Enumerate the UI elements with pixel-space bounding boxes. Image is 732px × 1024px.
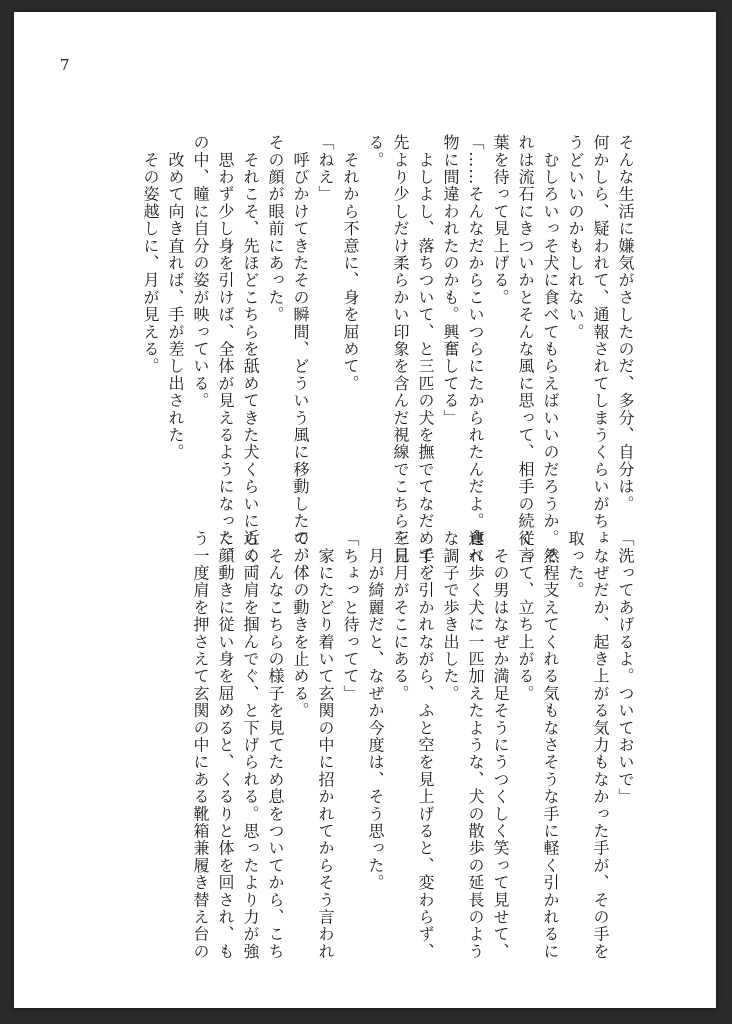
text-line: く、動きに従い身を屈めると、くるりと体を回され、も: [216, 530, 235, 960]
text-line: その顔が眼前にあった。: [266, 134, 285, 324]
text-line: 月が綺麗だと、なぜか今度は、そう思った。: [366, 530, 385, 892]
text-line: そんな生活に嫌気がさしたのだ、多分、自分は。: [616, 134, 635, 513]
text-line: 何かしら、疑われて、通報されてしまうくらいがちょ: [591, 134, 610, 547]
document-page: [14, 12, 716, 1008]
text-line: 家にたどり着いて玄関の中に招かれてからそう言われ: [316, 530, 335, 960]
text-line: 葉を待って見上げる。: [491, 134, 510, 306]
text-line: 思わず少し身を引けば、全体が見えるようになった顔: [216, 134, 235, 564]
text-line: れは流石にきついかとそんな風に思って、相手の続く言: [516, 134, 535, 564]
text-line: その姿越しに、月が見える。: [141, 134, 160, 375]
text-line: 「……そんなだからこいつらにたかられたんだよ。食べ: [466, 134, 485, 564]
text-line: 改めて向き直れば、手が差し出された。: [166, 134, 185, 461]
text-line: それから不意に、身を屈めて。: [341, 134, 360, 392]
text-line: むしろいっそ犬に食べてもらえばいいのだろうか。そ: [541, 134, 560, 564]
text-line: う一度肩を押さえて玄関の中にある靴箱兼履き替え台の: [191, 530, 210, 960]
text-line: うどいいのかもしれない。: [566, 134, 585, 341]
text-line: 手を引かれながら、ふと空を見上げると、変わらず、: [416, 530, 435, 960]
text-line: その男はなぜか満足そうにうつくしく笑って見せて、: [491, 530, 510, 960]
text-line: 「洗ってあげるよ。ついておいで」: [616, 530, 635, 806]
text-line: 従って、立ち上がる。: [516, 530, 535, 702]
page-number: 7: [60, 56, 70, 74]
text-line: 「ねえ」: [316, 134, 335, 203]
text-line: なぜだか、起き上がる気力もなかった手が、その手を: [591, 530, 610, 960]
text-line: な調子で歩き出した。: [441, 530, 460, 702]
text-line: 先より少しだけ柔らかい印象を含んだ視線でこちらを見: [391, 134, 410, 564]
text-line: 呼びかけてきたその瞬間、どういう風に移動したのか、: [291, 134, 310, 582]
text-line: の中、瞳に自分の姿が映っている。: [191, 134, 210, 410]
text-line: 然程支えてくれる気もなさそうな手に軽く引かれるに: [541, 530, 560, 960]
text-line: 連れ歩く犬に一匹加えたような、犬の散歩の延長のよう: [466, 530, 485, 960]
text-line: 物に間違われたのかも。興奮してる」: [441, 134, 460, 427]
text-line: そんなこちらの様子を見てため息をついてから、こち: [266, 530, 285, 960]
text-block-lower: [138, 530, 638, 960]
text-line: それこそ、先ほどこちらを舐めてきた犬くらいに近く。: [241, 134, 260, 582]
text-line: る。: [366, 134, 385, 169]
text-line: らの両肩を掴んでぐ、と下げられる。思ったより力が強: [241, 530, 260, 960]
text-line: 取った。: [566, 530, 585, 599]
text-line: 「ちょっと待ってて」: [341, 530, 360, 702]
text-line: て、体の動きを止める。: [291, 530, 310, 720]
text-line: よしよし、落ちついて、と三匹の犬を撫でてなだめて、: [416, 134, 435, 582]
text-line: 三日月がそこにある。: [391, 530, 410, 702]
